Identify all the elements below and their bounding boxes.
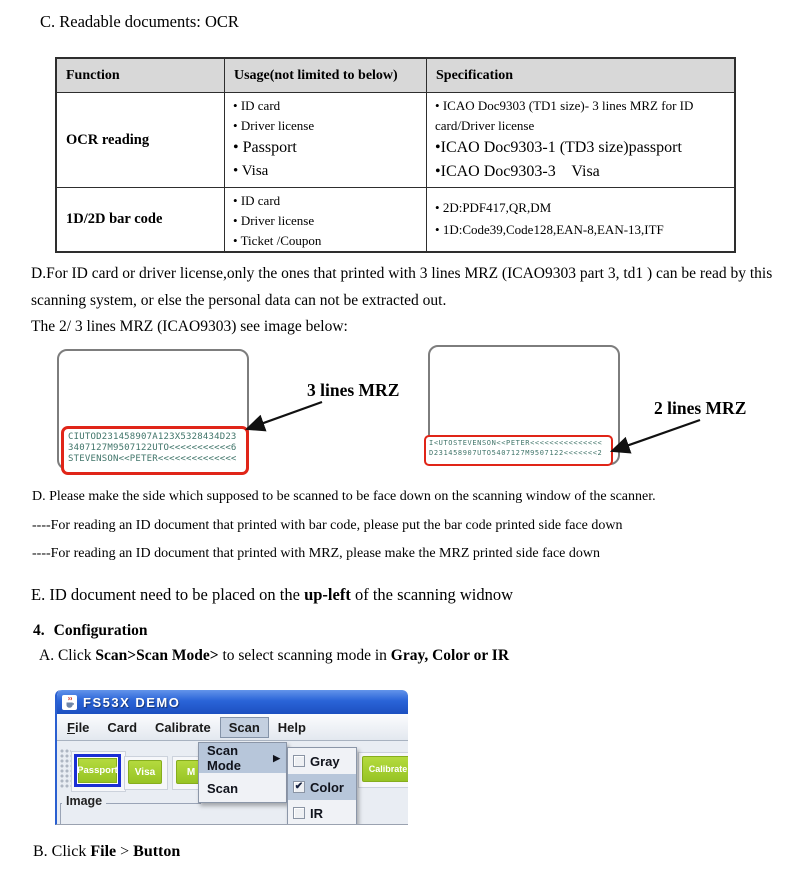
section-4-number: 4. — [33, 622, 45, 639]
spec-item: • ICAO Doc9303-1 (TD3 size)passport — [435, 136, 728, 160]
step-b-file: File — [90, 843, 117, 860]
section-4-title: Configuration — [53, 622, 148, 639]
mrz-line: D231458907UTO5407127M9507122<<<<<<<2 — [429, 448, 603, 457]
submenu-item-gray[interactable] — [288, 748, 356, 774]
mrz-zone-3lines — [61, 426, 249, 475]
step-a-instruction — [39, 647, 509, 665]
submenu-arrow-icon: ▶ — [273, 752, 280, 763]
section-c-heading: C. Readable documents: OCR — [40, 12, 239, 31]
step-b-button: Button — [133, 843, 181, 860]
toolbar-grip-handle[interactable] — [60, 749, 71, 789]
spec-cell — [427, 188, 736, 253]
readable-documents-table — [55, 57, 736, 253]
usage-item: • Ticket /Coupon — [233, 231, 420, 251]
menu-help[interactable]: Help — [277, 719, 306, 735]
mrz-line: STEVENSON<<PETER<<<<<<<<<<<<<< — [68, 454, 237, 464]
paragraph-e-post: of the scanning widnow — [350, 585, 514, 604]
usage-item: • Driver license — [233, 211, 420, 231]
java-coffee-icon — [62, 695, 77, 710]
paragraph-d2: D. Please make the side which supposed to be scanned to be face down on the scanning window of the scanner. — [32, 489, 656, 504]
scan-menu-popup — [198, 742, 287, 803]
menu-item-scan-mode[interactable] — [199, 743, 286, 773]
menu-item-scan[interactable] — [199, 773, 286, 803]
image-panel-label: Image — [62, 794, 106, 808]
usage-item: • Driver license — [233, 116, 420, 136]
paragraph-e — [31, 585, 513, 605]
fs53x-demo-window — [55, 690, 408, 825]
visa-button[interactable]: Visa — [128, 760, 162, 784]
spec-cell — [427, 93, 736, 188]
ir-label: IR — [310, 805, 323, 821]
function-cell: OCR reading — [56, 93, 225, 188]
step-a-mid: to select scanning mode in — [218, 647, 391, 664]
arrow-to-3lines-mrz — [247, 402, 322, 429]
paragraph-d1-line3: The 2/ 3 lines MRZ (ICAO9303) see image below: — [31, 318, 348, 335]
arrow-to-2lines-mrz — [612, 420, 700, 451]
spec-item: • ICAO Doc9303-3 Visa — [435, 160, 728, 184]
scan-mode-submenu — [287, 747, 357, 825]
scan-mode-label: Scan Mode — [207, 743, 241, 773]
table-header-function: Function — [56, 58, 225, 93]
note-barcode-face-down: ----For reading an ID document that printed with bar code, please put the bar code printed side face down — [32, 518, 623, 533]
label-3-lines-mrz: 3 lines MRZ — [307, 380, 400, 400]
check-icon: ✔ — [294, 780, 304, 792]
mrz-line: CIUTOD231458907A123X5328434D23 — [68, 432, 237, 442]
label-2-lines-mrz: 2 lines MRZ — [654, 398, 747, 418]
menu-scan[interactable]: Scan — [220, 717, 269, 738]
menu-calibrate[interactable]: Calibrate — [155, 719, 211, 735]
color-label: Color — [310, 779, 344, 795]
table-row-barcode — [56, 188, 735, 253]
usage-item: • ID card — [233, 96, 420, 116]
passport-button[interactable]: Passport — [78, 758, 117, 783]
submenu-item-ir[interactable] — [288, 800, 356, 825]
calibrate-button[interactable]: Calibrate — [362, 756, 408, 782]
checkbox-color[interactable] — [293, 781, 305, 793]
mrz-zone-2lines — [424, 435, 613, 466]
submenu-item-color[interactable] — [288, 774, 356, 800]
mrz-button-partial[interactable]: M — [176, 760, 206, 784]
checkbox-gray[interactable] — [293, 755, 305, 767]
table-row-ocr — [56, 93, 735, 188]
paragraph-e-pre: E. ID document need to be placed on the — [31, 585, 305, 604]
passport-button-selection — [74, 754, 121, 787]
menu-card[interactable]: Card — [107, 719, 138, 735]
menubar — [57, 714, 408, 741]
step-a-pre: A. Click — [39, 647, 96, 664]
usage-item: • Visa — [233, 160, 420, 182]
step-b-mid: > — [116, 843, 134, 860]
note-mrz-face-down: ----For reading an ID document that printed with MRZ, please make the MRZ printed side face down — [32, 546, 601, 561]
function-cell: 1D/2D bar code — [56, 188, 225, 253]
spec-item: • 2D:PDF417,QR,DM — [435, 197, 728, 219]
step-a-modes: Gray, Color or IR — [390, 647, 510, 664]
paragraph-d1-text: D.For ID card or driver license,only the ones that printed with 3 lines MRZ (ICAO9303 part 3, td1 ) can be read by this scanning system, or else the personal data can not be extracted out. — [31, 265, 773, 309]
table-header-row — [56, 58, 735, 93]
toolbar-area — [57, 741, 408, 825]
paragraph-e-bold: up-left — [304, 585, 351, 604]
table-header-specification: Specification — [427, 58, 736, 93]
usage-cell — [225, 93, 427, 188]
step-a-menu-path: Scan>Scan Mode> — [95, 647, 219, 664]
spec-item: • 1D:Code39,Code128,EAN-8,EAN-13,ITF — [435, 219, 728, 241]
mrz-line: 3407127M9507122UTO<<<<<<<<<<<6 — [68, 443, 237, 453]
gray-label: Gray — [310, 753, 340, 769]
section-4-heading — [33, 622, 148, 640]
checkbox-ir[interactable] — [293, 807, 305, 819]
scan-label: Scan — [207, 780, 239, 796]
spec-item: • ICAO Doc9303 (TD1 size)- 3 lines MRZ for ID card/Driver license — [435, 96, 728, 136]
usage-cell — [225, 188, 427, 253]
paragraph-d1 — [31, 261, 776, 341]
usage-item: • ID card — [233, 191, 420, 211]
menu-file[interactable]: File — [67, 719, 90, 735]
window-title: FS53X DEMO — [83, 694, 181, 710]
table-header-usage: Usage(not limited to below) — [225, 58, 427, 93]
step-b-pre: B. Click — [33, 843, 91, 860]
mrz-line: I<UTOSTEVENSON<<PETER<<<<<<<<<<<<<<< — [429, 439, 603, 447]
usage-item: • Passport — [233, 136, 420, 160]
window-titlebar — [57, 690, 408, 714]
step-b-instruction — [33, 843, 180, 861]
